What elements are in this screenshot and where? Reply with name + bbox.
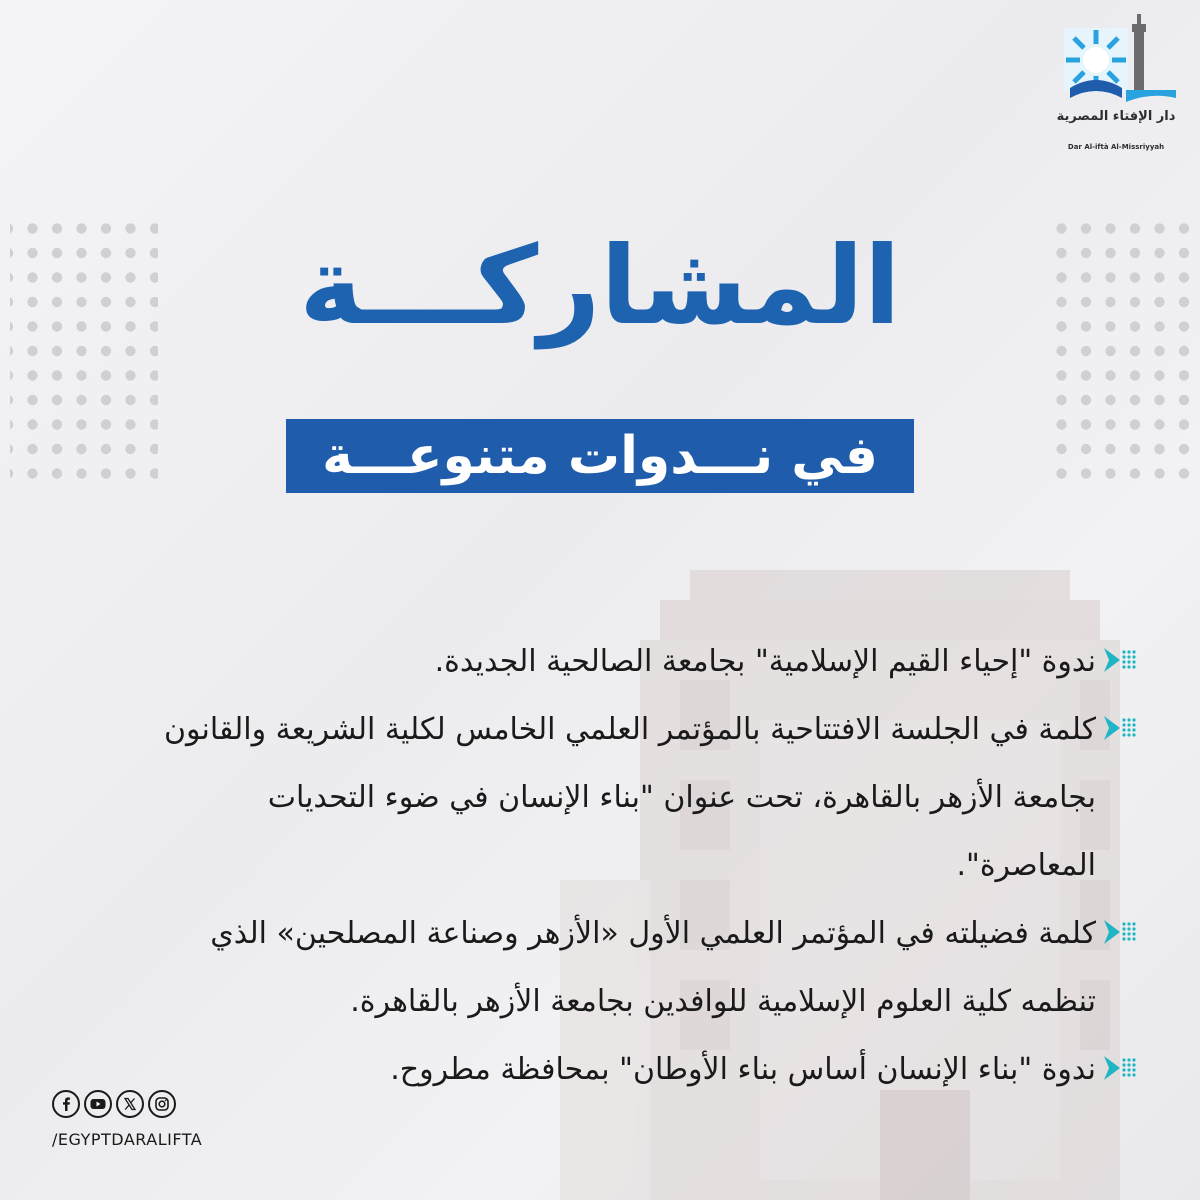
page-title: المشاركـــة — [299, 224, 901, 349]
dot-grid-right — [1054, 222, 1200, 492]
arrow-right-dotted-icon — [1104, 714, 1140, 742]
list-item — [150, 628, 1140, 696]
arrow-right-dotted-icon — [1104, 1054, 1140, 1082]
dot-grid-left — [10, 222, 158, 492]
logo-english-name: Dar Al-iftà Al-Missriyyah — [1067, 143, 1165, 151]
subtitle-banner: في نـــدوات متنوعـــة — [286, 419, 914, 493]
arrow-right-dotted-icon — [1104, 918, 1140, 946]
list-item-text: ندوة "إحياء القيم الإسلامية" بجامعة الصالحية الجديدة. — [434, 644, 1096, 679]
logo-emblem-icon — [1056, 14, 1186, 114]
facebook-icon[interactable] — [52, 1090, 80, 1118]
youtube-icon[interactable] — [84, 1090, 112, 1118]
event-list — [150, 628, 1140, 1104]
list-item-text: ندوة "بناء الإنسان أساس بناء الأوطان" بمحافظة مطروح. — [390, 1052, 1096, 1087]
list-item — [150, 900, 1140, 1036]
arrow-right-dotted-icon — [1104, 646, 1140, 674]
list-item — [150, 1036, 1140, 1104]
social-handle[interactable]: /EGYPTDARALIFTA — [52, 1130, 203, 1149]
list-item-text: كلمة في الجلسة الافتتاحية بالمؤتمر العلمي الخامس لكلية الشريعة والقانون بجامعة الأزهر بالقاهرة، تحت عنوان "بناء الإنسان في ضوء التحديات المعاصرة". — [163, 712, 1096, 883]
logo-arabic-name: دار الإفتاء المصرية — [1056, 109, 1176, 124]
logo — [1056, 14, 1186, 164]
x-icon[interactable] — [116, 1090, 144, 1118]
list-item — [150, 696, 1140, 900]
list-item-text: كلمة فضيلته في المؤتمر العلمي الأول «الأزهر وصناعة المصلحين» الذي تنظمه كلية العلوم الإسلامية للوافدين بجامعة الأزهر بالقاهرة. — [210, 916, 1096, 1019]
instagram-icon[interactable] — [148, 1090, 176, 1118]
